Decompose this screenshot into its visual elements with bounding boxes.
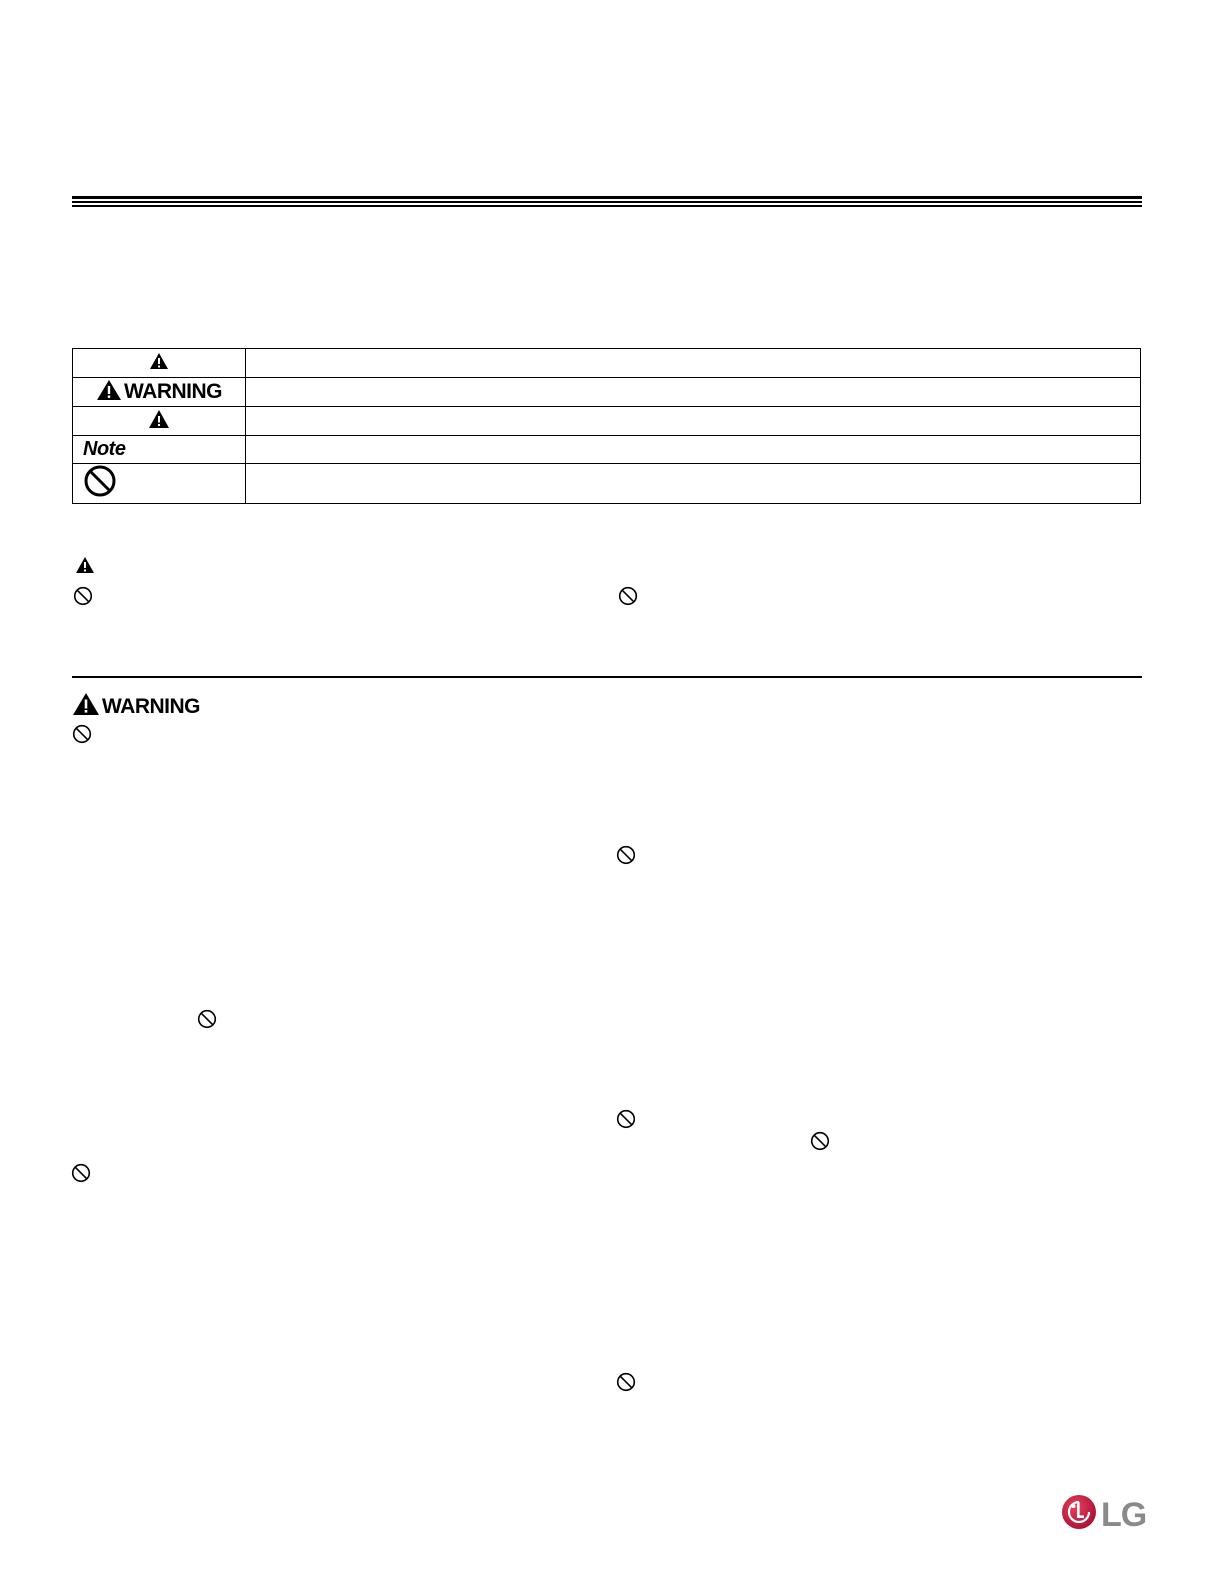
lg-wordmark: LG	[1101, 1495, 1147, 1534]
warning-label: WARNING	[124, 380, 222, 403]
warning-heading	[72, 692, 200, 721]
table-row	[73, 349, 1141, 378]
table-row	[73, 407, 1141, 436]
prohibited-icon	[616, 1109, 636, 1134]
symbol-cell	[73, 407, 246, 436]
description-cell	[246, 349, 1141, 378]
table-row	[73, 464, 1141, 504]
prohibited-icon	[71, 1163, 91, 1188]
warning-triangle-icon	[72, 692, 100, 720]
description-cell	[246, 407, 1141, 436]
symbol-cell	[73, 464, 246, 504]
note-label: Note	[83, 438, 126, 460]
prohibited-icon	[618, 586, 638, 611]
safety-symbols-table	[72, 348, 1141, 504]
alert-triangle-icon	[149, 352, 169, 375]
description-cell	[246, 378, 1141, 407]
prohibited-icon	[197, 1009, 217, 1034]
table-row	[73, 378, 1141, 407]
symbol-cell	[73, 349, 246, 378]
prohibited-icon	[810, 1131, 830, 1156]
prohibited-icon	[616, 845, 636, 870]
prohibited-icon	[83, 464, 117, 503]
prohibited-icon	[72, 724, 92, 749]
warning-triangle-icon	[96, 379, 122, 405]
table-row	[73, 436, 1141, 464]
warning-heading-label: WARNING	[102, 694, 200, 718]
alert-triangle-icon	[75, 556, 95, 579]
description-cell	[246, 436, 1141, 464]
prohibited-icon	[73, 586, 93, 611]
description-cell	[246, 464, 1141, 504]
lg-logo	[1061, 1494, 1146, 1535]
prohibited-icon	[616, 1372, 636, 1397]
header-rule	[72, 196, 1142, 208]
lg-face-icon	[1061, 1494, 1097, 1535]
caution-triangle-icon	[148, 409, 170, 434]
symbol-cell	[73, 378, 246, 407]
symbol-cell	[73, 436, 246, 464]
section-divider	[72, 676, 1142, 678]
